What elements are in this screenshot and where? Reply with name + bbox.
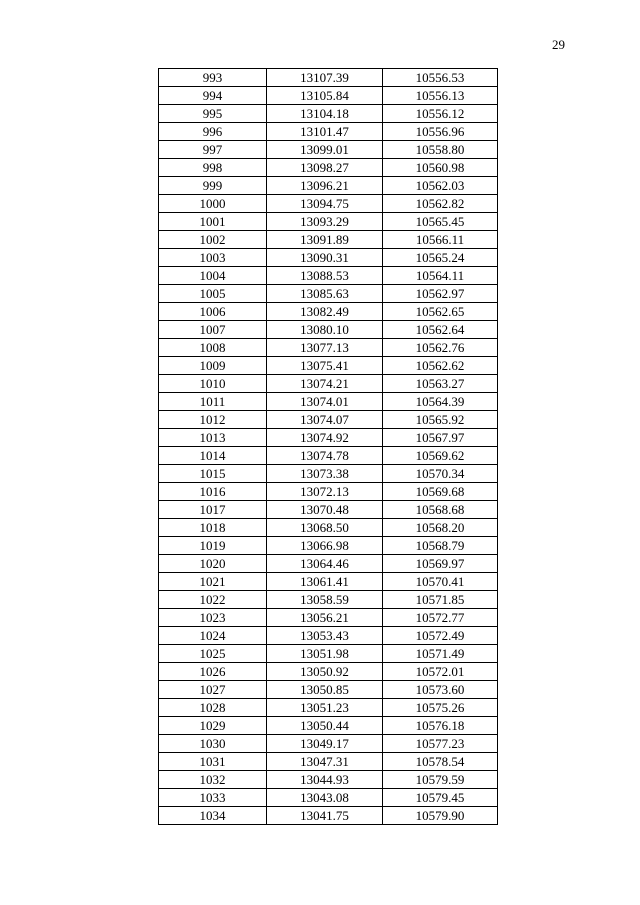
y-value-cell: 10570.41 [383,573,498,591]
table-row [159,393,498,411]
table-row [159,501,498,519]
point-number-cell: 1032 [159,771,267,789]
x-value-cell: 13056.21 [267,609,383,627]
point-number-cell: 999 [159,177,267,195]
point-number-cell: 995 [159,105,267,123]
point-number-cell: 1014 [159,447,267,465]
x-value-cell: 13082.49 [267,303,383,321]
table-row [159,285,498,303]
point-number-cell: 1007 [159,321,267,339]
y-value-cell: 10563.27 [383,375,498,393]
y-value-cell: 10569.68 [383,483,498,501]
table-row [159,213,498,231]
point-number-cell: 1009 [159,357,267,375]
y-value-cell: 10562.65 [383,303,498,321]
x-value-cell: 13088.53 [267,267,383,285]
point-number-cell: 1026 [159,663,267,681]
x-value-cell: 13066.98 [267,537,383,555]
table-row [159,195,498,213]
y-value-cell: 10566.11 [383,231,498,249]
y-value-cell: 10570.34 [383,465,498,483]
x-value-cell: 13043.08 [267,789,383,807]
point-number-cell: 1021 [159,573,267,591]
table-row [159,519,498,537]
x-value-cell: 13104.18 [267,105,383,123]
x-value-cell: 13072.13 [267,483,383,501]
table-row [159,483,498,501]
table-row [159,609,498,627]
table-row [159,573,498,591]
x-value-cell: 13090.31 [267,249,383,267]
coordinate-table [158,68,498,825]
x-value-cell: 13070.48 [267,501,383,519]
x-value-cell: 13051.23 [267,699,383,717]
table-row [159,123,498,141]
y-value-cell: 10558.80 [383,141,498,159]
point-number-cell: 1022 [159,591,267,609]
point-number-cell: 1005 [159,285,267,303]
table-row [159,249,498,267]
table-row [159,321,498,339]
point-number-cell: 1031 [159,753,267,771]
table-row [159,303,498,321]
point-number-cell: 1019 [159,537,267,555]
x-value-cell: 13099.01 [267,141,383,159]
table-body [159,69,498,825]
table-row [159,411,498,429]
y-value-cell: 10569.97 [383,555,498,573]
table-row [159,753,498,771]
y-value-cell: 10562.82 [383,195,498,213]
table-row [159,105,498,123]
y-value-cell: 10560.98 [383,159,498,177]
table-row [159,555,498,573]
point-number-cell: 1012 [159,411,267,429]
y-value-cell: 10562.62 [383,357,498,375]
y-value-cell: 10577.23 [383,735,498,753]
x-value-cell: 13107.39 [267,69,383,87]
table-row [159,627,498,645]
x-value-cell: 13096.21 [267,177,383,195]
y-value-cell: 10565.92 [383,411,498,429]
x-value-cell: 13074.21 [267,375,383,393]
x-value-cell: 13051.98 [267,645,383,663]
x-value-cell: 13074.92 [267,429,383,447]
table-row [159,681,498,699]
point-number-cell: 1033 [159,789,267,807]
y-value-cell: 10571.49 [383,645,498,663]
x-value-cell: 13064.46 [267,555,383,573]
x-value-cell: 13098.27 [267,159,383,177]
x-value-cell: 13074.78 [267,447,383,465]
y-value-cell: 10567.97 [383,429,498,447]
table-row [159,699,498,717]
x-value-cell: 13044.93 [267,771,383,789]
y-value-cell: 10562.64 [383,321,498,339]
x-value-cell: 13074.07 [267,411,383,429]
point-number-cell: 994 [159,87,267,105]
y-value-cell: 10565.24 [383,249,498,267]
point-number-cell: 1016 [159,483,267,501]
table-row [159,339,498,357]
x-value-cell: 13050.44 [267,717,383,735]
y-value-cell: 10564.39 [383,393,498,411]
point-number-cell: 1029 [159,717,267,735]
table-row [159,591,498,609]
point-number-cell: 1034 [159,807,267,825]
table-row [159,789,498,807]
table-row [159,87,498,105]
point-number-cell: 1008 [159,339,267,357]
x-value-cell: 13041.75 [267,807,383,825]
x-value-cell: 13093.29 [267,213,383,231]
point-number-cell: 1017 [159,501,267,519]
point-number-cell: 1011 [159,393,267,411]
y-value-cell: 10579.59 [383,771,498,789]
table-row [159,267,498,285]
table-row [159,231,498,249]
y-value-cell: 10579.45 [383,789,498,807]
page-number: 29 [552,37,565,52]
x-value-cell: 13058.59 [267,591,383,609]
x-value-cell: 13073.38 [267,465,383,483]
point-number-cell: 1004 [159,267,267,285]
x-value-cell: 13094.75 [267,195,383,213]
x-value-cell: 13074.01 [267,393,383,411]
point-number-cell: 1013 [159,429,267,447]
table-row [159,771,498,789]
x-value-cell: 13047.31 [267,753,383,771]
x-value-cell: 13077.13 [267,339,383,357]
x-value-cell: 13053.43 [267,627,383,645]
y-value-cell: 10556.13 [383,87,498,105]
y-value-cell: 10572.77 [383,609,498,627]
point-number-cell: 993 [159,69,267,87]
point-number-cell: 1027 [159,681,267,699]
point-number-cell: 1010 [159,375,267,393]
x-value-cell: 13101.47 [267,123,383,141]
x-value-cell: 13091.89 [267,231,383,249]
y-value-cell: 10571.85 [383,591,498,609]
point-number-cell: 1002 [159,231,267,249]
table-row [159,717,498,735]
point-number-cell: 1023 [159,609,267,627]
y-value-cell: 10556.12 [383,105,498,123]
y-value-cell: 10576.18 [383,717,498,735]
y-value-cell: 10556.53 [383,69,498,87]
y-value-cell: 10564.11 [383,267,498,285]
point-number-cell: 1030 [159,735,267,753]
y-value-cell: 10579.90 [383,807,498,825]
table-row [159,735,498,753]
x-value-cell: 13049.17 [267,735,383,753]
point-number-cell: 1006 [159,303,267,321]
y-value-cell: 10575.26 [383,699,498,717]
y-value-cell: 10568.79 [383,537,498,555]
y-value-cell: 10562.76 [383,339,498,357]
x-value-cell: 13050.85 [267,681,383,699]
table-row [159,645,498,663]
table-row [159,357,498,375]
y-value-cell: 10578.54 [383,753,498,771]
x-value-cell: 13061.41 [267,573,383,591]
table-row [159,159,498,177]
y-value-cell: 10573.60 [383,681,498,699]
table-row [159,447,498,465]
y-value-cell: 10568.20 [383,519,498,537]
point-number-cell: 998 [159,159,267,177]
point-number-cell: 1024 [159,627,267,645]
table-row [159,663,498,681]
x-value-cell: 13085.63 [267,285,383,303]
y-value-cell: 10565.45 [383,213,498,231]
point-number-cell: 1001 [159,213,267,231]
y-value-cell: 10568.68 [383,501,498,519]
point-number-cell: 997 [159,141,267,159]
table-row [159,177,498,195]
y-value-cell: 10572.01 [383,663,498,681]
point-number-cell: 1000 [159,195,267,213]
point-number-cell: 1020 [159,555,267,573]
x-value-cell: 13050.92 [267,663,383,681]
x-value-cell: 13105.84 [267,87,383,105]
table-row [159,141,498,159]
point-number-cell: 1025 [159,645,267,663]
y-value-cell: 10556.96 [383,123,498,141]
table-row [159,537,498,555]
y-value-cell: 10569.62 [383,447,498,465]
y-value-cell: 10572.49 [383,627,498,645]
point-number-cell: 1018 [159,519,267,537]
point-number-cell: 1003 [159,249,267,267]
table-row [159,807,498,825]
y-value-cell: 10562.97 [383,285,498,303]
table-row [159,69,498,87]
x-value-cell: 13075.41 [267,357,383,375]
table-row [159,429,498,447]
table-row [159,375,498,393]
x-value-cell: 13080.10 [267,321,383,339]
y-value-cell: 10562.03 [383,177,498,195]
point-number-cell: 1028 [159,699,267,717]
table-row [159,465,498,483]
x-value-cell: 13068.50 [267,519,383,537]
point-number-cell: 996 [159,123,267,141]
point-number-cell: 1015 [159,465,267,483]
